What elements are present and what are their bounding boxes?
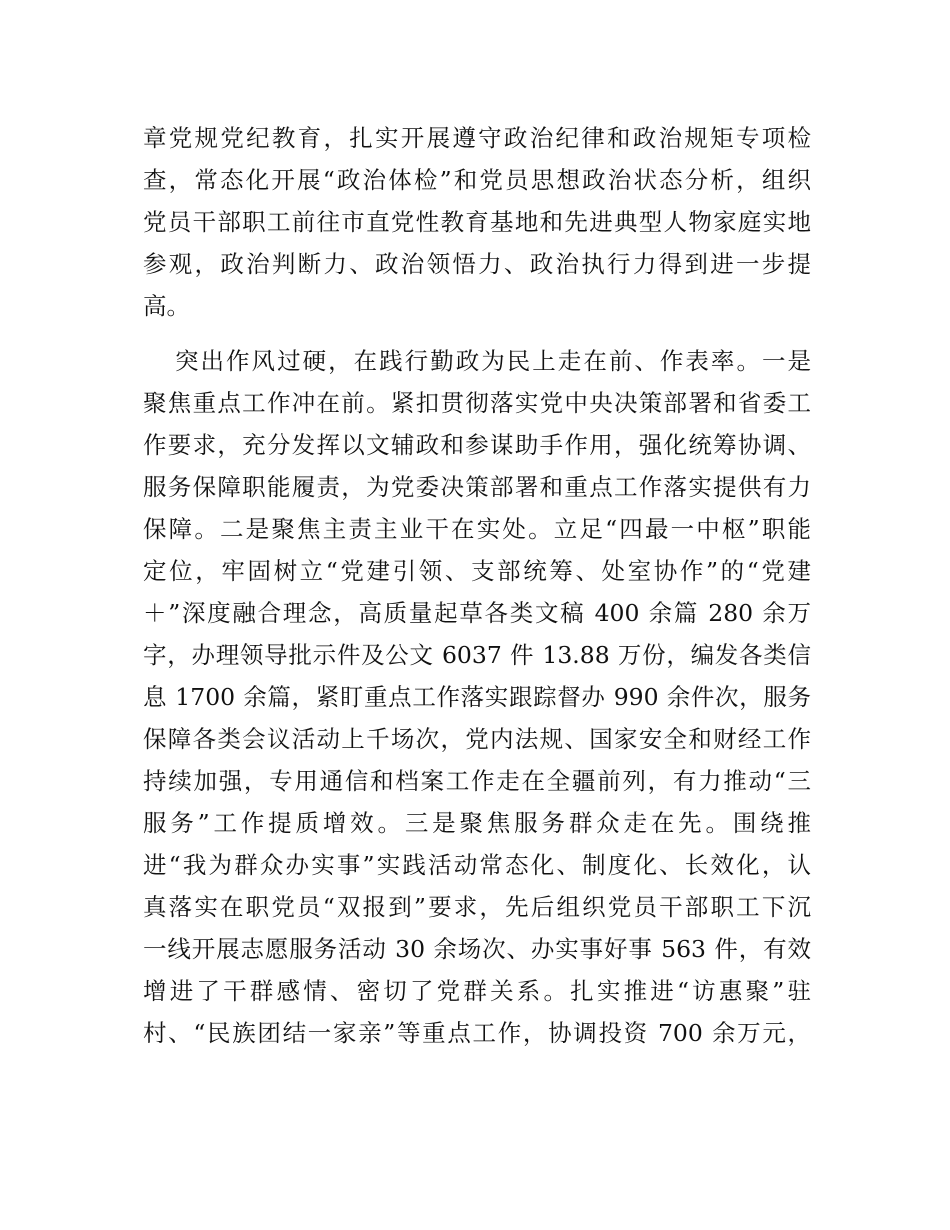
text-line: 保障。二是聚焦主责主业干在实处。立足“四最一中枢”职能 <box>143 515 811 543</box>
text-line: 党员干部职工前往市直党性教育基地和先进典型人物家庭实地 <box>143 208 811 236</box>
text-line: 聚焦重点工作冲在前。紧扣贯彻落实党中央决策部署和省委工 <box>143 389 811 417</box>
paragraph-first-line: 突出作风过硬，在践行勤政为民上走在前、作表率。一是 <box>175 347 811 375</box>
text-line: 息 1700 余篇，紧盯重点工作落实跟踪督办 990 余件次，服务 <box>143 683 811 711</box>
text-line: 真落实在职党员“双报到”要求，先后组织党员干部职工下沉 <box>143 893 811 921</box>
text-line: 作要求，充分发挥以文辅政和参谋助手作用，强化统筹协调、 <box>143 431 811 459</box>
text-line: 服务”工作提质增效。三是聚焦服务群众走在先。围绕推 <box>143 809 811 837</box>
text-line: 字，办理领导批示件及公文 6037 件 13.88 万份，编发各类信 <box>143 641 811 669</box>
text-line: 章党规党纪教育，扎实开展遵守政治纪律和政治规矩专项检 <box>143 124 811 152</box>
text-line: 一线开展志愿服务活动 30 余场次、办实事好事 563 件，有效 <box>143 935 811 963</box>
text-line: 定位，牢固树立“党建引领、支部统筹、处室协作”的“党建 <box>143 557 811 585</box>
text-line: 持续加强，专用通信和档案工作走在全疆前列，有力推动“三 <box>143 767 811 795</box>
text-line: 查，常态化开展“政治体检”和党员思想政治状态分析，组织 <box>143 166 811 194</box>
text-line: ＋”深度融合理念，高质量起草各类文稿 400 余篇 280 余万 <box>143 599 811 627</box>
text-line: 村、“民族团结一家亲”等重点工作，协调投资 700 余万元， <box>143 1019 811 1047</box>
text-line: 保障各类会议活动上千场次，党内法规、国家安全和财经工作 <box>143 725 811 753</box>
text-line: 增进了干群感情、密切了党群关系。扎实推进“访惠聚”驻 <box>143 977 811 1005</box>
text-line: 服务保障职能履责，为党委决策部署和重点工作落实提供有力 <box>143 473 811 501</box>
text-line: 进“我为群众办实事”实践活动常态化、制度化、长效化，认 <box>143 851 811 879</box>
text-line: 高。 <box>143 292 190 320</box>
text-line: 参观，政治判断力、政治领悟力、政治执行力得到进一步提 <box>143 250 811 278</box>
